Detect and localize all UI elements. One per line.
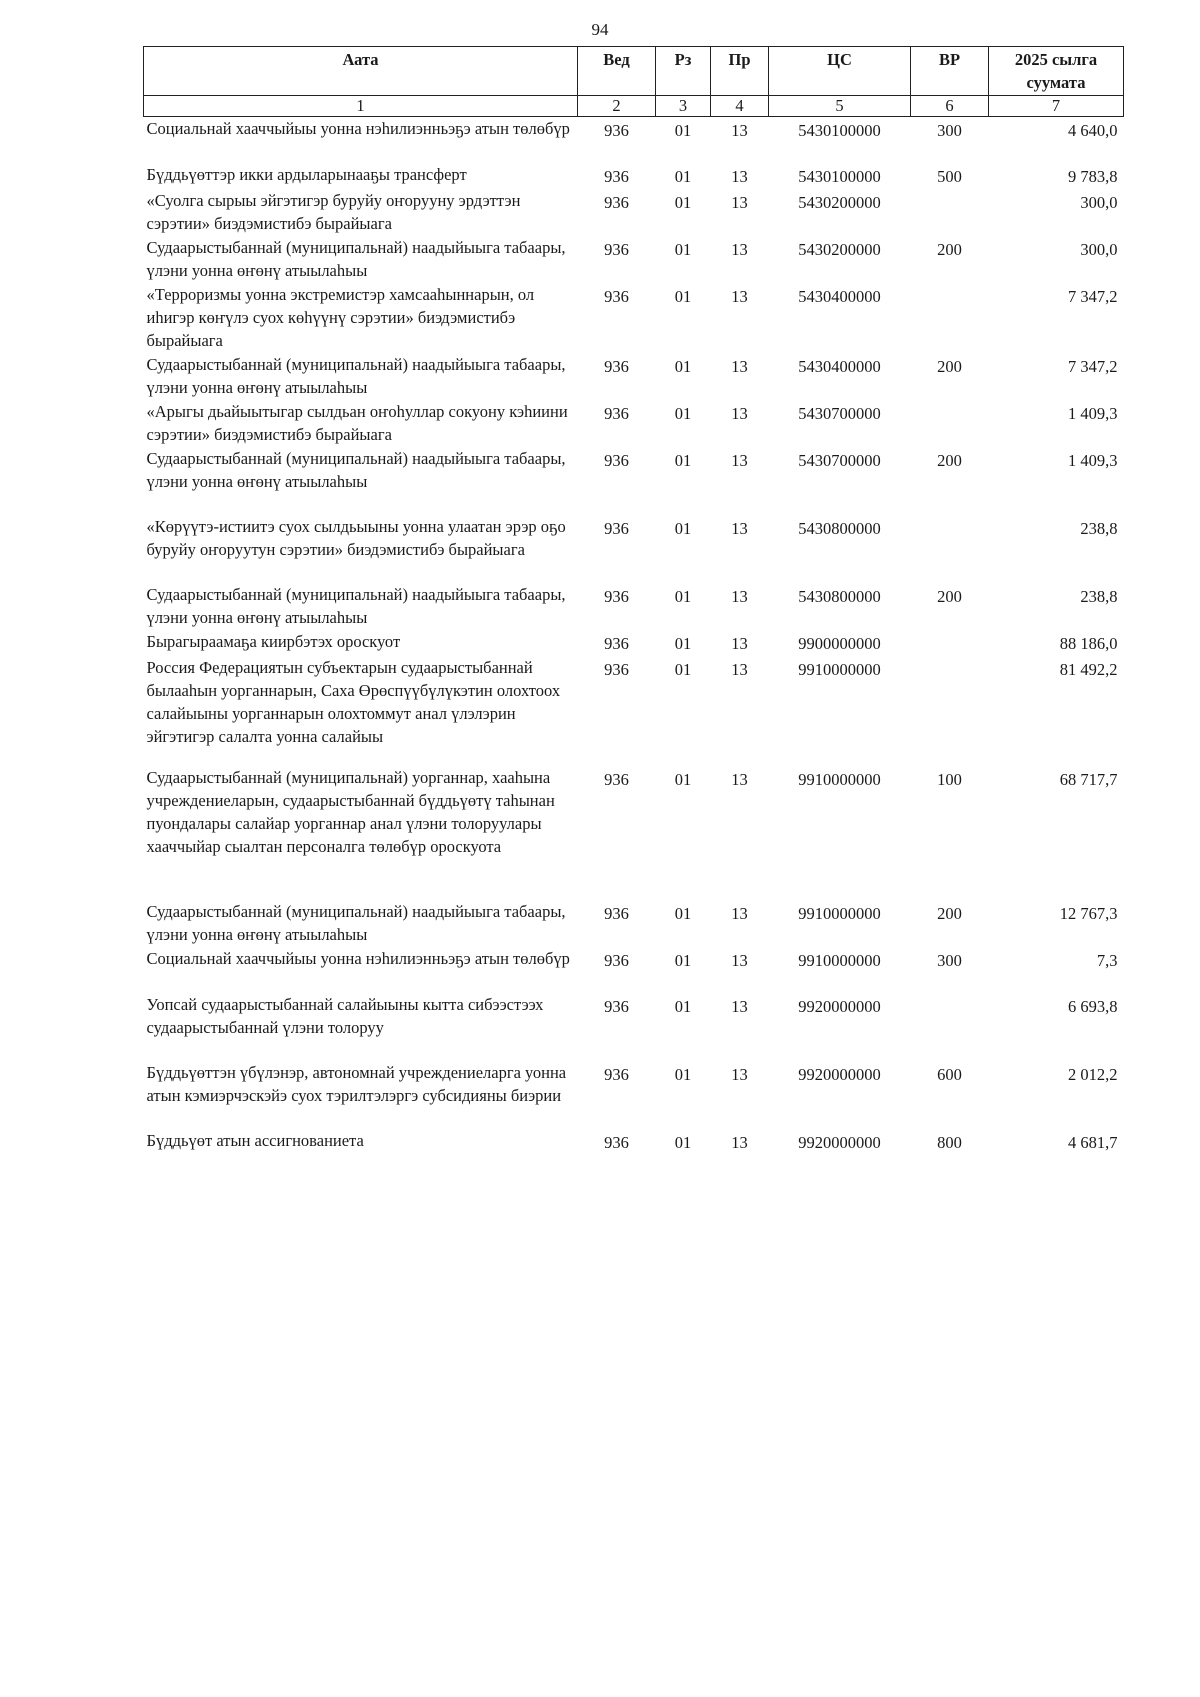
cell-cs-text: 5430200000 bbox=[798, 192, 881, 212]
cell-sum bbox=[989, 583, 1124, 630]
cell-rz-text: 01 bbox=[674, 950, 692, 970]
cell-rz bbox=[656, 447, 711, 515]
cell-vr bbox=[911, 1129, 989, 1159]
cell-rz bbox=[656, 515, 711, 583]
column-number: 6 bbox=[911, 96, 989, 117]
cell-cs-text: 9910000000 bbox=[798, 903, 881, 923]
cell-name-text: Социальнай хааччыйыы уонна нэһилиэнньэҕэ атын төлөбүр bbox=[146, 119, 570, 138]
cell-ved-text: 936 bbox=[604, 950, 629, 970]
cell-sum-text: 12 767,3 bbox=[1059, 903, 1118, 923]
cell-ved-text: 936 bbox=[604, 1132, 629, 1152]
cell-name-text: Уопсай судаарыстыбаннай салайыыны кытта сибээстээх судаарыстыбаннай үлэни толоруу bbox=[146, 994, 544, 1037]
cell-ved-text: 936 bbox=[604, 286, 629, 306]
cell-pr bbox=[711, 163, 769, 189]
cell-vr bbox=[911, 766, 989, 900]
cell-pr bbox=[711, 447, 769, 515]
cell-name-text: Бүддьүөттэн үбүлэнэр, автономнай учреждениеларга уонна атын кэмиэрчэскэйэ суох тэрилтэлэргэ субсидияны биэрии bbox=[146, 1062, 567, 1105]
cell-ved-text: 936 bbox=[604, 769, 629, 789]
cell-ved bbox=[578, 1129, 656, 1159]
cell-ved bbox=[578, 515, 656, 583]
cell-sum-text: 7,3 bbox=[1096, 950, 1118, 970]
cell-vr-text: 300 bbox=[937, 950, 962, 970]
cell-sum bbox=[989, 236, 1124, 283]
cell-vr bbox=[911, 900, 989, 947]
header-row bbox=[144, 47, 1124, 96]
cell-cs bbox=[769, 1129, 911, 1159]
column-number: 5 bbox=[769, 96, 911, 117]
cell-cs bbox=[769, 1061, 911, 1129]
cell-ved-text: 936 bbox=[604, 192, 629, 212]
page-number: 94 bbox=[591, 20, 609, 39]
header-pr: Пр bbox=[711, 47, 769, 96]
cell-ved-text: 936 bbox=[604, 403, 629, 423]
cell-name-text: «Суолга сырыы эйгэтигэр буруйу оҥорууну эрдэттэн сэрэтии» биэдэмистибэ бырайыага bbox=[146, 190, 521, 233]
cell-ved-text: 936 bbox=[604, 356, 629, 376]
header-ved: Вед bbox=[578, 47, 656, 96]
cell-cs bbox=[769, 656, 911, 766]
cell-ved bbox=[578, 1061, 656, 1129]
cell-sum bbox=[989, 163, 1124, 189]
cell-vr bbox=[911, 400, 989, 447]
cell-ved bbox=[578, 583, 656, 630]
cell-pr bbox=[711, 1061, 769, 1129]
header-sum: 2025 сылга суумата bbox=[989, 47, 1124, 96]
cell-cs bbox=[769, 583, 911, 630]
cell-vr bbox=[911, 515, 989, 583]
cell-sum-text: 81 492,2 bbox=[1059, 659, 1118, 679]
cell-name bbox=[144, 353, 578, 400]
cell-rz-text: 01 bbox=[674, 286, 692, 306]
cell-vr bbox=[911, 236, 989, 283]
cell-vr-text: 300 bbox=[937, 121, 962, 140]
cell-rz bbox=[656, 189, 711, 236]
cell-sum bbox=[989, 766, 1124, 900]
cell-pr bbox=[711, 117, 769, 163]
cell-name-text: «Терроризмы уонна экстремистэр хамсааһыннарын, ол иһигэр көҥүлэ суох көһүүнү сэрэтии» биэдэмистибэ бырайыага bbox=[146, 284, 535, 350]
cell-name bbox=[144, 1129, 578, 1159]
header-rz: Рз bbox=[656, 47, 711, 96]
cell-pr-text: 13 bbox=[731, 633, 748, 653]
table-row bbox=[144, 447, 1124, 515]
cell-rz-text: 01 bbox=[674, 996, 692, 1016]
cell-cs bbox=[769, 163, 911, 189]
cell-rz bbox=[656, 1129, 711, 1159]
cell-ved-text: 936 bbox=[604, 1064, 629, 1084]
table-row bbox=[144, 630, 1124, 656]
cell-ved bbox=[578, 189, 656, 236]
cell-ved-text: 936 bbox=[604, 450, 629, 470]
cell-cs bbox=[769, 900, 911, 947]
column-number: 7 bbox=[989, 96, 1124, 117]
cell-rz-text: 01 bbox=[674, 121, 692, 140]
cell-pr-text: 13 bbox=[731, 659, 748, 679]
cell-ved-text: 936 bbox=[604, 166, 629, 186]
cell-rz-text: 01 bbox=[674, 356, 692, 376]
cell-ved bbox=[578, 353, 656, 400]
table-row bbox=[144, 766, 1124, 900]
cell-ved-text: 936 bbox=[604, 659, 629, 679]
header-name: Аата bbox=[144, 47, 578, 96]
cell-rz-text: 01 bbox=[674, 586, 692, 606]
cell-sum-text: 88 186,0 bbox=[1059, 633, 1118, 653]
cell-vr-text: 200 bbox=[937, 239, 962, 259]
cell-rz-text: 01 bbox=[674, 166, 692, 186]
cell-pr-text: 13 bbox=[731, 996, 748, 1016]
cell-vr bbox=[911, 993, 989, 1061]
cell-cs bbox=[769, 630, 911, 656]
cell-rz-text: 01 bbox=[674, 1132, 692, 1152]
table-row bbox=[144, 1129, 1124, 1159]
cell-name-text: Судаарыстыбаннай (муниципальнай) наадыйыыга табаары, үлэни уонна өҥөнү атыылаһыы bbox=[146, 901, 566, 944]
cell-pr-text: 13 bbox=[731, 950, 748, 970]
cell-rz bbox=[656, 947, 711, 993]
column-number: 4 bbox=[711, 96, 769, 117]
cell-rz bbox=[656, 353, 711, 400]
cell-name bbox=[144, 947, 578, 993]
cell-name-text: Россия Федерациятын субъектарын судаарыстыбаннай былааһын уорганнарын, Саха Өрөспүүбүлүкэтин олохтоох салайыыны уорганнарын олохтоммут анал үлэлэрин эйгэтигэр салалта уонна салайыы bbox=[146, 657, 561, 746]
cell-sum-text: 6 693,8 bbox=[1068, 996, 1118, 1016]
column-number: 1 bbox=[144, 96, 578, 117]
cell-name bbox=[144, 583, 578, 630]
cell-ved bbox=[578, 993, 656, 1061]
cell-vr bbox=[911, 656, 989, 766]
cell-vr bbox=[911, 117, 989, 163]
cell-cs-text: 9920000000 bbox=[798, 1064, 881, 1084]
cell-rz-text: 01 bbox=[674, 1064, 692, 1084]
cell-sum bbox=[989, 117, 1124, 163]
cell-name-text: «Арыгы дьайыытыгар сылдьан оҥоһуллар сокуону кэһиини сэрэтии» биэдэмистибэ бырайыага bbox=[146, 401, 568, 444]
cell-rz bbox=[656, 117, 711, 163]
table-row bbox=[144, 283, 1124, 353]
column-number: 2 bbox=[578, 96, 656, 117]
cell-cs-text: 9900000000 bbox=[798, 633, 881, 653]
table-row bbox=[144, 900, 1124, 947]
cell-pr bbox=[711, 947, 769, 993]
cell-rz-text: 01 bbox=[674, 450, 692, 470]
cell-cs bbox=[769, 117, 911, 163]
cell-vr-text: 200 bbox=[937, 903, 962, 923]
cell-ved-text: 936 bbox=[604, 121, 629, 140]
cell-vr bbox=[911, 163, 989, 189]
cell-cs bbox=[769, 447, 911, 515]
cell-name-text: Бүддьүөттэр икки ардыларынааҕы трансферт bbox=[146, 164, 467, 184]
cell-rz bbox=[656, 400, 711, 447]
cell-sum bbox=[989, 630, 1124, 656]
cell-sum bbox=[989, 447, 1124, 515]
cell-name bbox=[144, 656, 578, 766]
cell-name-text: «Көрүүтэ-истиитэ суох сылдьыыны уонна улаатан эрэр оҕо буруйу оҥоруутун сэрэтии» биэдэмистибэ бырайыага bbox=[146, 516, 566, 559]
cell-rz-text: 01 bbox=[674, 769, 692, 789]
table-body bbox=[144, 117, 1124, 1159]
cell-vr bbox=[911, 189, 989, 236]
table-row bbox=[144, 947, 1124, 993]
cell-pr-text: 13 bbox=[731, 1064, 748, 1084]
header-vr: ВР bbox=[911, 47, 989, 96]
cell-vr bbox=[911, 447, 989, 515]
cell-name-text: Судаарыстыбаннай (муниципальнай) наадыйыыга табаары, үлэни уонна өҥөнү атыылаһыы bbox=[146, 354, 566, 397]
cell-name-text: Социальнай хааччыйыы уонна нэһилиэнньэҕэ атын төлөбүр bbox=[146, 948, 570, 968]
cell-sum-text: 2 012,2 bbox=[1068, 1064, 1118, 1084]
cell-rz bbox=[656, 656, 711, 766]
cell-vr bbox=[911, 630, 989, 656]
cell-sum bbox=[989, 1061, 1124, 1129]
cell-name bbox=[144, 236, 578, 283]
cell-name bbox=[144, 630, 578, 656]
cell-cs-text: 5430800000 bbox=[798, 518, 881, 538]
cell-pr-text: 13 bbox=[731, 166, 748, 186]
cell-ved bbox=[578, 656, 656, 766]
cell-rz bbox=[656, 766, 711, 900]
table-row bbox=[144, 353, 1124, 400]
cell-cs bbox=[769, 189, 911, 236]
cell-ved-text: 936 bbox=[604, 518, 629, 538]
cell-sum bbox=[989, 900, 1124, 947]
cell-sum bbox=[989, 353, 1124, 400]
cell-cs-text: 9920000000 bbox=[798, 1132, 881, 1152]
cell-ved bbox=[578, 766, 656, 900]
cell-ved-text: 936 bbox=[604, 996, 629, 1016]
cell-rz bbox=[656, 630, 711, 656]
cell-sum bbox=[989, 993, 1124, 1061]
cell-vr-text: 500 bbox=[937, 166, 962, 186]
cell-pr-text: 13 bbox=[731, 121, 748, 140]
cell-rz-text: 01 bbox=[674, 192, 692, 212]
cell-cs-text: 5430200000 bbox=[798, 239, 881, 259]
table-row bbox=[144, 117, 1124, 163]
cell-sum-text: 300,0 bbox=[1080, 192, 1118, 212]
cell-name bbox=[144, 117, 578, 163]
cell-sum bbox=[989, 656, 1124, 766]
column-number-row bbox=[144, 96, 1124, 117]
cell-rz-text: 01 bbox=[674, 239, 692, 259]
cell-name-text: Судаарыстыбаннай (муниципальнай) наадыйыыга табаары, үлэни уонна өҥөнү атыылаһыы bbox=[146, 237, 566, 280]
cell-name-text: Судаарыстыбаннай (муниципальнай) уорганнар, хааһына учреждениеларын, судаарыстыбаннай бүддьүөтү таһынан пуондалары салайар уорганнар анал үлэни толоруулары хааччыйар сыалтан персоналга төлөбүр ороскуота bbox=[146, 767, 555, 856]
cell-rz-text: 01 bbox=[674, 633, 692, 653]
cell-pr bbox=[711, 515, 769, 583]
cell-pr bbox=[711, 766, 769, 900]
cell-cs bbox=[769, 993, 911, 1061]
cell-sum-text: 7 347,2 bbox=[1068, 356, 1118, 376]
cell-rz-text: 01 bbox=[674, 403, 692, 423]
cell-name-text: Судаарыстыбаннай (муниципальнай) наадыйыыга табаары, үлэни уонна өҥөнү атыылаһыы bbox=[146, 584, 566, 627]
cell-cs-text: 5430100000 bbox=[798, 121, 881, 140]
cell-sum bbox=[989, 189, 1124, 236]
cell-rz bbox=[656, 236, 711, 283]
cell-sum-text: 238,8 bbox=[1080, 518, 1118, 538]
cell-pr bbox=[711, 283, 769, 353]
cell-rz-text: 01 bbox=[674, 659, 692, 679]
cell-pr bbox=[711, 993, 769, 1061]
cell-sum bbox=[989, 400, 1124, 447]
cell-rz bbox=[656, 583, 711, 630]
cell-pr-text: 13 bbox=[731, 403, 748, 423]
cell-sum bbox=[989, 1129, 1124, 1159]
cell-sum-text: 238,8 bbox=[1080, 586, 1118, 606]
cell-name bbox=[144, 400, 578, 447]
table-row bbox=[144, 993, 1124, 1061]
cell-cs bbox=[769, 236, 911, 283]
cell-ved bbox=[578, 283, 656, 353]
cell-name bbox=[144, 283, 578, 353]
table-row bbox=[144, 583, 1124, 630]
cell-vr bbox=[911, 1061, 989, 1129]
cell-pr bbox=[711, 189, 769, 236]
cell-cs-text: 5430400000 bbox=[798, 356, 881, 376]
cell-name bbox=[144, 766, 578, 900]
cell-ved bbox=[578, 117, 656, 163]
cell-cs-text: 5430700000 bbox=[798, 450, 881, 470]
cell-sum-text: 4 681,7 bbox=[1068, 1132, 1118, 1152]
cell-vr bbox=[911, 283, 989, 353]
cell-vr-text: 600 bbox=[937, 1064, 962, 1084]
cell-sum-text: 300,0 bbox=[1080, 239, 1118, 259]
cell-sum bbox=[989, 515, 1124, 583]
cell-ved bbox=[578, 630, 656, 656]
cell-pr bbox=[711, 583, 769, 630]
cell-name-text: Судаарыстыбаннай (муниципальнай) наадыйыыга табаары, үлэни уонна өҥөнү атыылаһыы bbox=[146, 448, 566, 491]
cell-rz-text: 01 bbox=[674, 518, 692, 538]
cell-pr-text: 13 bbox=[731, 192, 748, 212]
cell-ved bbox=[578, 447, 656, 515]
cell-sum-text: 9 783,8 bbox=[1068, 166, 1118, 186]
cell-name bbox=[144, 447, 578, 515]
cell-ved bbox=[578, 947, 656, 993]
cell-cs-text: 9910000000 bbox=[798, 950, 881, 970]
cell-cs-text: 9920000000 bbox=[798, 996, 881, 1016]
cell-pr-text: 13 bbox=[731, 903, 748, 923]
cell-rz bbox=[656, 1061, 711, 1129]
cell-name bbox=[144, 900, 578, 947]
cell-pr-text: 13 bbox=[731, 518, 748, 538]
cell-vr-text: 800 bbox=[937, 1132, 962, 1152]
cell-ved bbox=[578, 900, 656, 947]
header-cs: ЦС bbox=[769, 47, 911, 96]
cell-vr-text: 200 bbox=[937, 356, 962, 376]
cell-vr-text: 200 bbox=[937, 586, 962, 606]
cell-cs bbox=[769, 766, 911, 900]
cell-sum bbox=[989, 283, 1124, 353]
cell-rz bbox=[656, 900, 711, 947]
cell-pr bbox=[711, 236, 769, 283]
cell-cs-text: 5430100000 bbox=[798, 166, 881, 186]
cell-cs bbox=[769, 353, 911, 400]
cell-name bbox=[144, 515, 578, 583]
column-number: 3 bbox=[656, 96, 711, 117]
cell-pr bbox=[711, 400, 769, 447]
cell-rz-text: 01 bbox=[674, 903, 692, 923]
cell-name-text: Бырагыраамаҕа киирбэтэх ороскуот bbox=[146, 631, 401, 651]
cell-vr bbox=[911, 583, 989, 630]
cell-sum-text: 7 347,2 bbox=[1068, 286, 1118, 306]
cell-pr-text: 13 bbox=[731, 769, 748, 789]
cell-rz bbox=[656, 283, 711, 353]
cell-cs-text: 9910000000 bbox=[798, 769, 881, 789]
table-row bbox=[144, 236, 1124, 283]
cell-ved-text: 936 bbox=[604, 586, 629, 606]
cell-sum-text: 4 640,0 bbox=[1068, 121, 1118, 140]
table-row bbox=[144, 515, 1124, 583]
cell-cs-text: 9910000000 bbox=[798, 659, 881, 679]
cell-ved bbox=[578, 400, 656, 447]
cell-ved-text: 936 bbox=[604, 239, 629, 259]
cell-vr-text: 100 bbox=[937, 769, 962, 789]
cell-pr bbox=[711, 353, 769, 400]
cell-name bbox=[144, 189, 578, 236]
cell-pr-text: 13 bbox=[731, 286, 748, 306]
table-row bbox=[144, 1061, 1124, 1129]
cell-pr bbox=[711, 630, 769, 656]
cell-pr-text: 13 bbox=[731, 450, 748, 470]
cell-cs bbox=[769, 400, 911, 447]
cell-vr bbox=[911, 947, 989, 993]
cell-pr-text: 13 bbox=[731, 239, 748, 259]
table-row bbox=[144, 189, 1124, 236]
cell-ved-text: 936 bbox=[604, 903, 629, 923]
cell-pr bbox=[711, 900, 769, 947]
cell-name bbox=[144, 163, 578, 189]
cell-ved bbox=[578, 163, 656, 189]
cell-name bbox=[144, 1061, 578, 1129]
cell-sum-text: 1 409,3 bbox=[1068, 450, 1118, 470]
cell-rz bbox=[656, 993, 711, 1061]
cell-sum bbox=[989, 947, 1124, 993]
cell-vr bbox=[911, 353, 989, 400]
cell-rz bbox=[656, 163, 711, 189]
cell-pr-text: 13 bbox=[731, 356, 748, 376]
cell-cs bbox=[769, 515, 911, 583]
cell-cs-text: 5430400000 bbox=[798, 286, 881, 306]
cell-name bbox=[144, 993, 578, 1061]
table-row bbox=[144, 163, 1124, 189]
cell-name-text: Бүддьүөт атын ассигнованиета bbox=[146, 1130, 364, 1150]
cell-cs bbox=[769, 947, 911, 993]
cell-ved bbox=[578, 236, 656, 283]
cell-sum-text: 68 717,7 bbox=[1059, 769, 1118, 789]
table-row bbox=[144, 400, 1124, 447]
budget-table-container bbox=[143, 46, 1123, 1159]
cell-sum-text: 1 409,3 bbox=[1068, 403, 1118, 423]
cell-pr bbox=[711, 656, 769, 766]
cell-cs-text: 5430800000 bbox=[798, 586, 881, 606]
cell-ved-text: 936 bbox=[604, 633, 629, 653]
cell-pr-text: 13 bbox=[731, 586, 748, 606]
cell-vr-text: 200 bbox=[937, 450, 962, 470]
cell-cs-text: 5430700000 bbox=[798, 403, 881, 423]
budget-table bbox=[143, 46, 1124, 1159]
cell-pr bbox=[711, 1129, 769, 1159]
table-row bbox=[144, 656, 1124, 766]
cell-cs bbox=[769, 283, 911, 353]
cell-pr-text: 13 bbox=[731, 1132, 748, 1152]
